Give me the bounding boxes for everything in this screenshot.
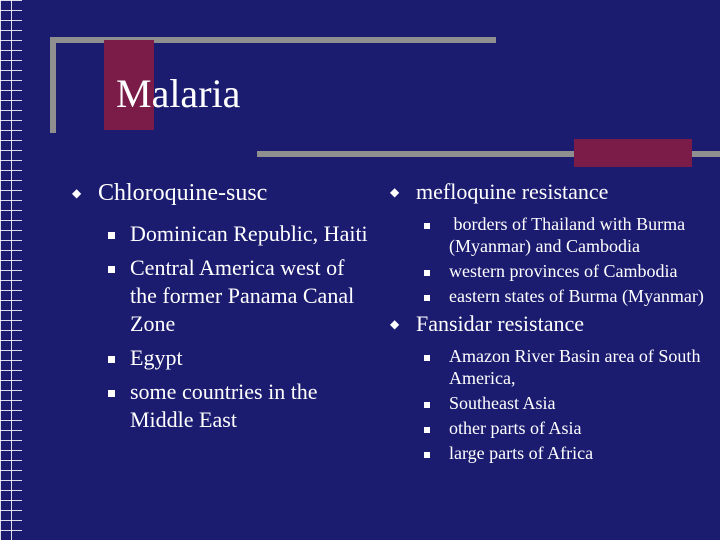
- square-bullet-icon: [424, 213, 431, 235]
- list-item: [390, 285, 720, 307]
- list-item-text: Dominican Republic, Haiti: [130, 221, 368, 246]
- bullet-text: Fansidar resistance: [416, 311, 584, 336]
- list-item: [390, 260, 720, 282]
- diamond-bullet-icon: ◆: [390, 185, 400, 199]
- fansidar-list: [390, 345, 720, 464]
- square-bullet-icon: [424, 285, 431, 307]
- list-item: [390, 345, 720, 389]
- list-item: [390, 392, 720, 414]
- bullet-text: Chloroquine-susc: [98, 180, 268, 206]
- list-item-text: Southeast Asia: [449, 393, 556, 413]
- square-bullet-icon: [108, 378, 115, 406]
- square-bullet-icon: [108, 254, 115, 282]
- diamond-bullet-icon: ◆: [72, 186, 82, 200]
- list-item-text: large parts of Africa: [449, 443, 594, 463]
- left-rule: [50, 37, 56, 133]
- square-bullet-icon: [424, 345, 431, 367]
- list-item: [72, 254, 372, 338]
- bullet-fansidar: [390, 310, 720, 338]
- list-item-text: borders of Thailand with Burma (Myanmar) and Cambodia: [449, 214, 690, 256]
- mefloquine-list: [390, 213, 720, 307]
- list-item-text: western provinces of Cambodia: [449, 261, 678, 281]
- square-bullet-icon: [424, 260, 431, 282]
- list-item-text: eastern states of Burma (Myanmar): [449, 286, 704, 306]
- chloroquine-list: [72, 220, 372, 434]
- list-item: [72, 220, 372, 248]
- square-bullet-icon: [108, 344, 115, 372]
- list-item-text: Central America west of the former Panama Canal Zone: [130, 255, 355, 336]
- bullet-text: mefloquine resistance: [416, 179, 609, 204]
- slide-title: Malaria: [116, 71, 241, 116]
- bullet-mefloquine: [390, 178, 720, 206]
- list-item-text: Amazon River Basin area of South America,: [449, 346, 701, 388]
- grid-strip-decoration: [0, 0, 22, 540]
- left-column: [72, 178, 372, 440]
- list-item: [390, 442, 720, 464]
- list-item: [390, 213, 720, 257]
- list-item-text: Egypt: [130, 345, 183, 370]
- list-item: [72, 344, 372, 372]
- list-item-text: other parts of Asia: [449, 418, 582, 438]
- square-bullet-icon: [424, 442, 431, 464]
- list-item-text: some countries in the Middle East: [130, 379, 318, 432]
- square-bullet-icon: [108, 220, 115, 248]
- list-item: [390, 417, 720, 439]
- list-item: [72, 378, 372, 434]
- square-bullet-icon: [424, 417, 431, 439]
- square-bullet-icon: [424, 392, 431, 414]
- bullet-chloroquine: [72, 178, 372, 208]
- rule-accent-block: [574, 139, 692, 167]
- diamond-bullet-icon: ◆: [390, 317, 400, 331]
- right-column: [390, 178, 720, 467]
